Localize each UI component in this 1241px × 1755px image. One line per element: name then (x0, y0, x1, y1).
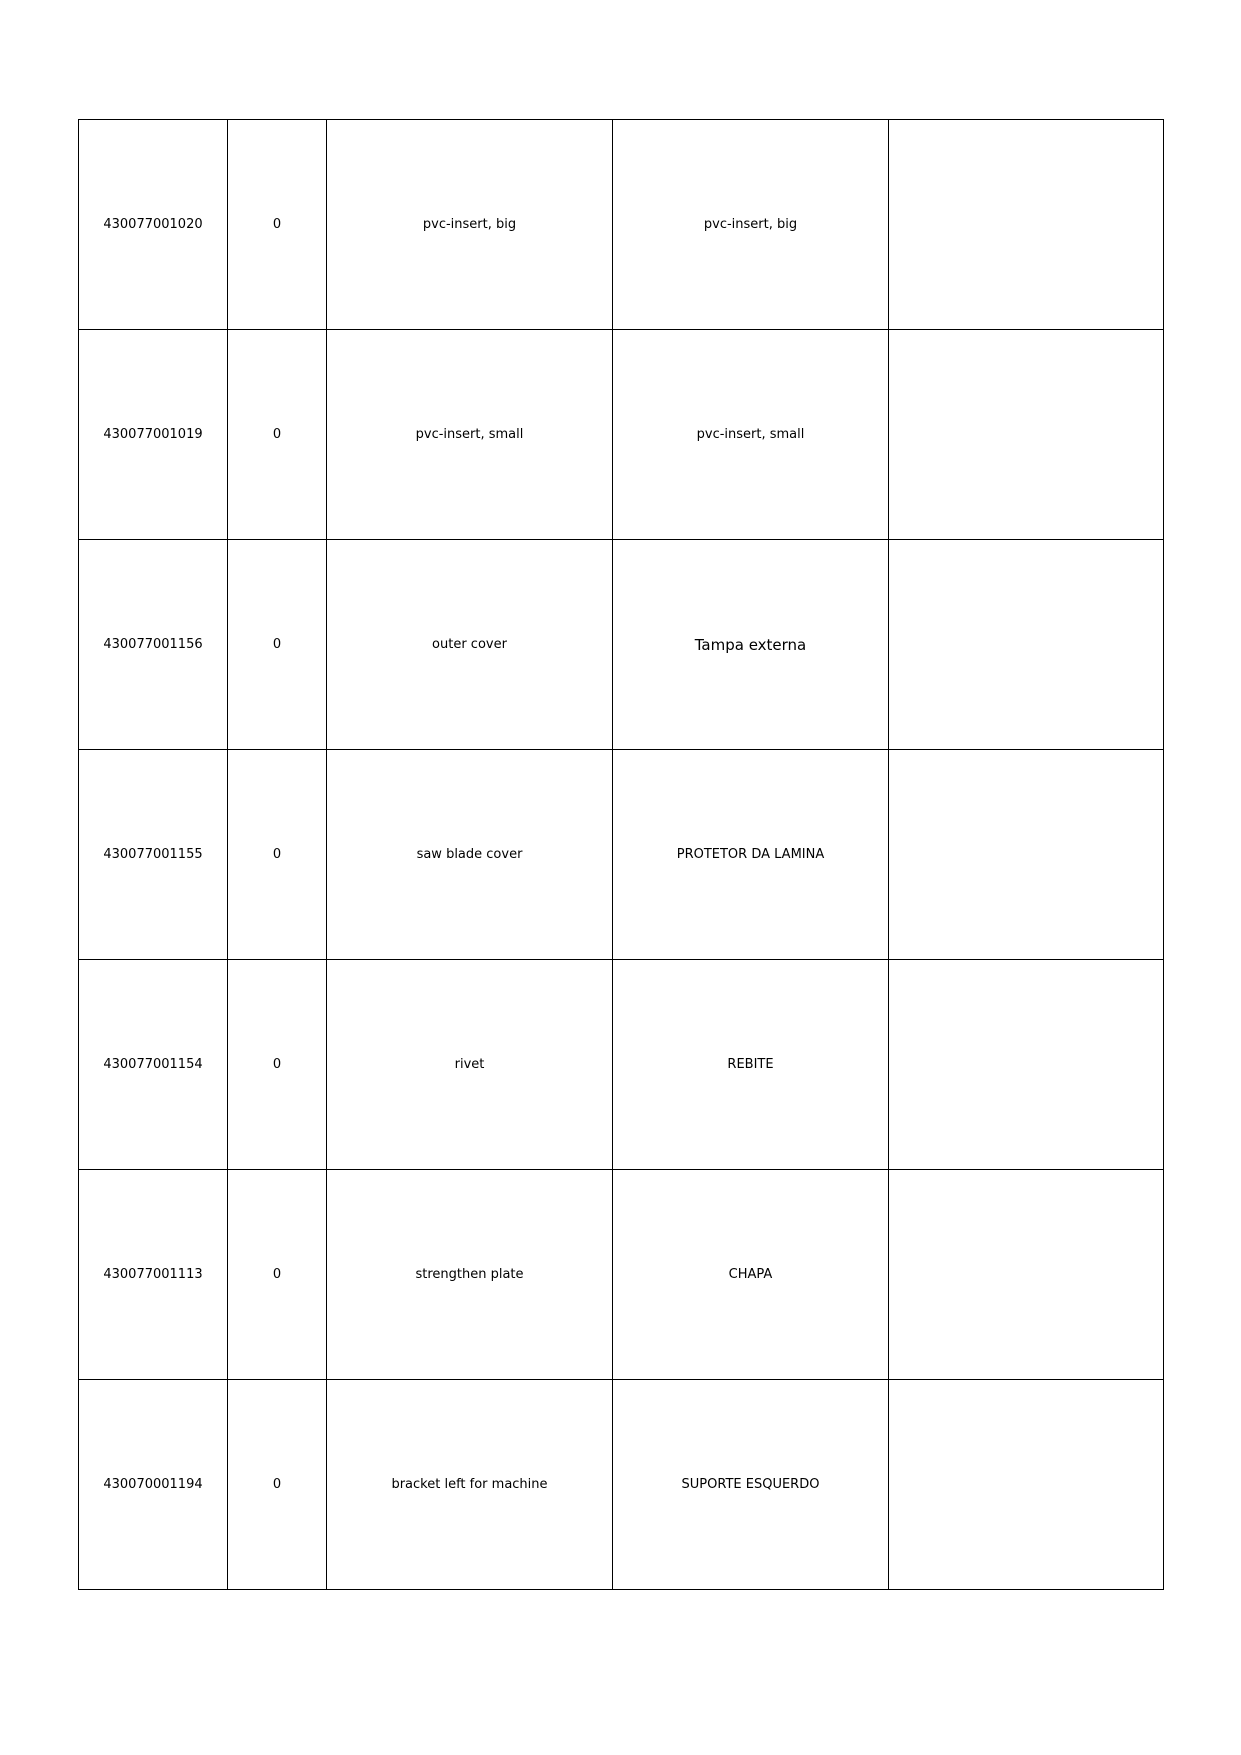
part-number-cell: 430077001155 (79, 750, 228, 960)
description-pt-cell: PROTETOR DA LAMINA (613, 750, 889, 960)
description-en-cell: outer cover (327, 540, 613, 750)
part-number-cell: 430077001156 (79, 540, 228, 750)
table-row (79, 330, 1164, 540)
part-number-cell: 430077001154 (79, 960, 228, 1170)
parts-table (78, 119, 1164, 1590)
table-row (79, 1380, 1164, 1590)
description-en-cell: pvc-insert, big (327, 120, 613, 330)
description-en-cell: rivet (327, 960, 613, 1170)
part-number-cell: 430077001020 (79, 120, 228, 330)
description-en-cell: bracket left for machine (327, 1380, 613, 1590)
description-pt-cell: Tampa externa (613, 540, 889, 750)
notes-cell (889, 750, 1164, 960)
quantity-cell: 0 (228, 1380, 327, 1590)
notes-cell (889, 1380, 1164, 1590)
notes-cell (889, 1170, 1164, 1380)
description-en-cell: saw blade cover (327, 750, 613, 960)
quantity-cell: 0 (228, 330, 327, 540)
table-row (79, 540, 1164, 750)
quantity-cell: 0 (228, 1170, 327, 1380)
description-en-cell: strengthen plate (327, 1170, 613, 1380)
quantity-cell: 0 (228, 750, 327, 960)
quantity-cell: 0 (228, 540, 327, 750)
part-number-cell: 430077001019 (79, 330, 228, 540)
part-number-cell: 430070001194 (79, 1380, 228, 1590)
notes-cell (889, 540, 1164, 750)
quantity-cell: 0 (228, 960, 327, 1170)
table-row (79, 960, 1164, 1170)
notes-cell (889, 960, 1164, 1170)
description-pt-cell: REBITE (613, 960, 889, 1170)
description-en-cell: pvc-insert, small (327, 330, 613, 540)
quantity-cell: 0 (228, 120, 327, 330)
description-pt-cell: CHAPA (613, 1170, 889, 1380)
notes-cell (889, 330, 1164, 540)
description-pt-cell: pvc-insert, big (613, 120, 889, 330)
notes-cell (889, 120, 1164, 330)
table-row (79, 120, 1164, 330)
table-row (79, 750, 1164, 960)
table-row (79, 1170, 1164, 1380)
description-pt-cell: SUPORTE ESQUERDO (613, 1380, 889, 1590)
part-number-cell: 430077001113 (79, 1170, 228, 1380)
description-pt-cell: pvc-insert, small (613, 330, 889, 540)
